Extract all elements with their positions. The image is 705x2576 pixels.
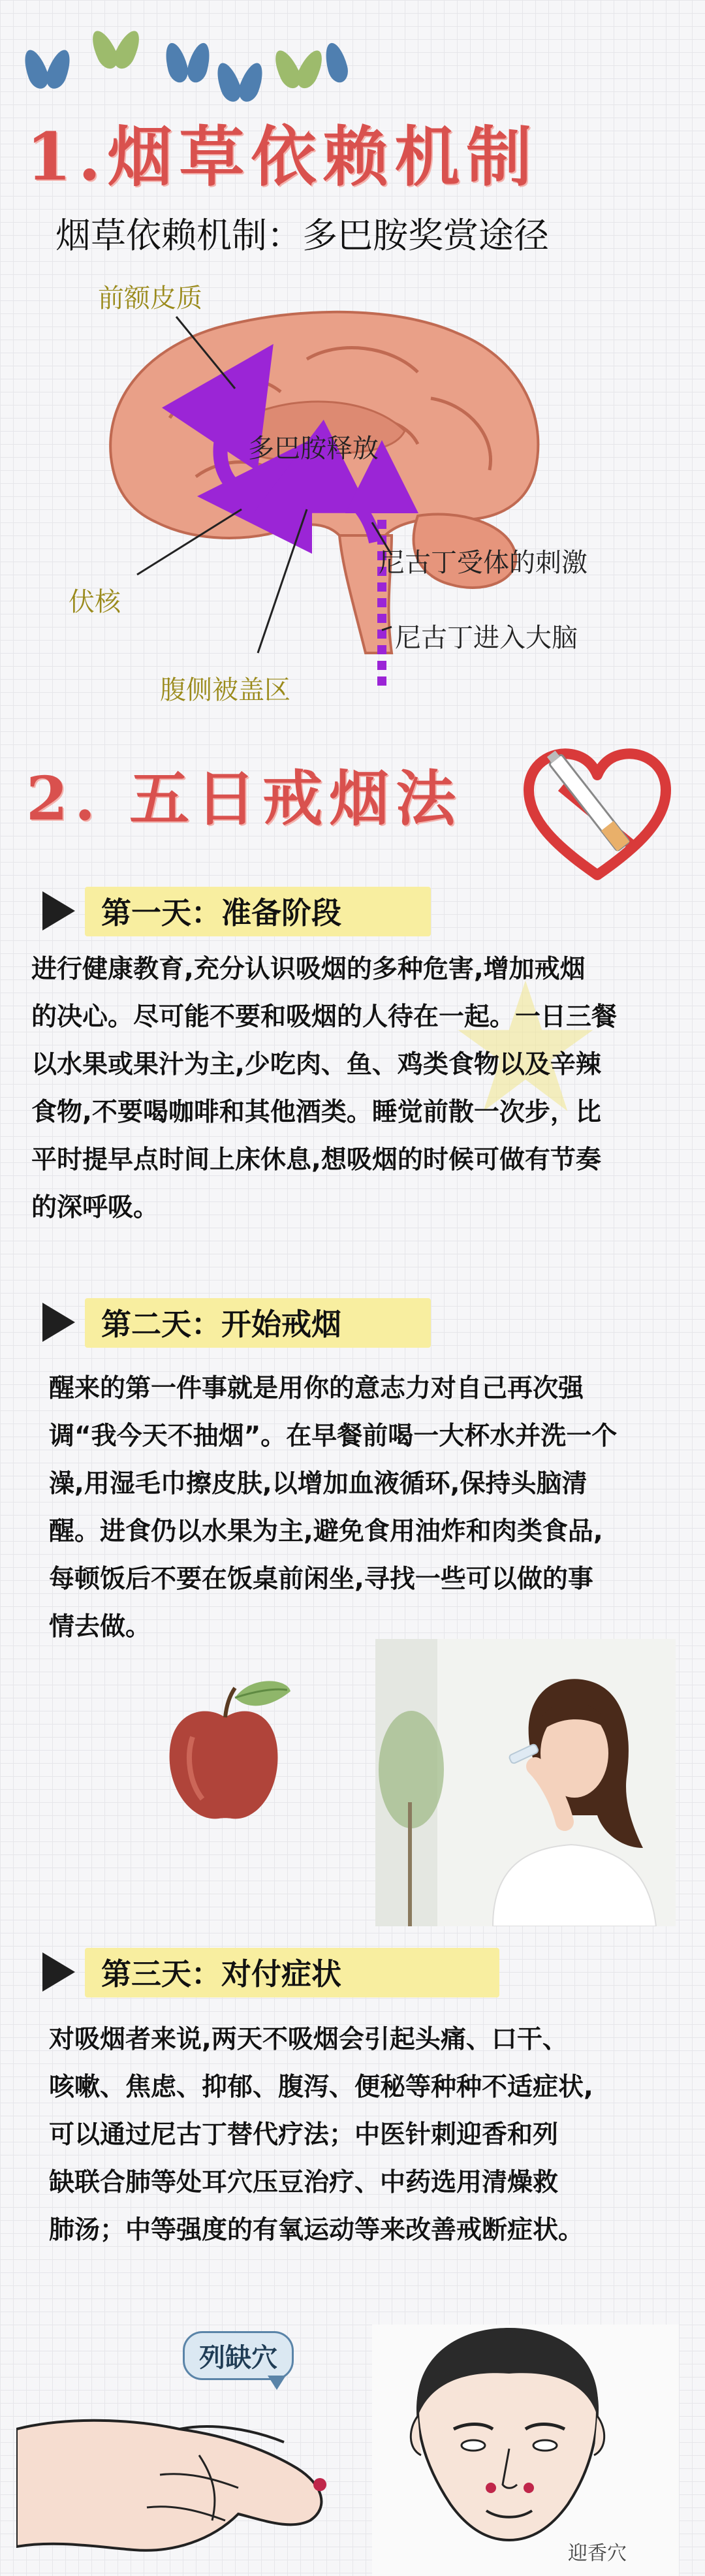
apple-icon bbox=[153, 1672, 297, 1828]
lieque-acupoint-label: 列缺穴 bbox=[183, 2331, 294, 2380]
day2-heading: 第二天：开始戒烟 bbox=[101, 1307, 341, 1342]
leaf-icon bbox=[184, 40, 213, 85]
hand-acupoint-image bbox=[16, 2325, 349, 2576]
leaf-icon bbox=[42, 47, 74, 92]
yingxiang-acupoint-label: 迎香穴 bbox=[568, 2542, 627, 2565]
no-smoking-heart-icon bbox=[516, 735, 679, 891]
leaf-icon bbox=[321, 40, 351, 85]
label-vta: 腹侧被盖区 bbox=[160, 675, 290, 705]
label-nucleus-accumbens: 伏核 bbox=[69, 587, 121, 617]
label-nicotine-enter: 尼古丁进入大脑 bbox=[395, 623, 578, 653]
section1-title: 1.烟草依赖机制 bbox=[26, 118, 539, 195]
day2-paragraph: 醒来的第一件事就是用你的意志力对自己再次强 调“我今天不抽烟”。在早餐前喝一大杯水并洗一个 澡,用湿毛巾擦皮肤,以增加血液循环,保持头脑清 醒。进食仍以水果为主,避免食用油炸和肉类食品, 每顿饭后不要在饭桌前闲坐,寻找一些可以做的事 情去做。 bbox=[49, 1374, 618, 1642]
brain-diagram bbox=[0, 261, 705, 705]
label-nicotine-receptor: 尼古丁受体的刺激 bbox=[379, 548, 588, 578]
section2-title: 2. 五日戒烟法 bbox=[26, 763, 463, 834]
day2-heading-block bbox=[29, 1293, 617, 1352]
label-prefrontal-cortex: 前额皮质 bbox=[98, 283, 202, 313]
woman-drinking-water-image bbox=[375, 1639, 676, 1926]
label-dopamine-release: 多巴胺释放 bbox=[248, 434, 379, 464]
day1-heading: 第一天：准备阶段 bbox=[101, 895, 341, 930]
day3-paragraph: 对吸烟者来说,两天不吸烟会引起头痛、口干、 咳嗽、焦虑、抑郁、腹泻、便秘等种种不适症状, 可以通过尼古丁替代疗法；中医针刺迎香和列 缺联合肺等处耳穴压豆治疗、中药选用清燥救 肺汤；中等强度的有氧运动等来改善戒断症状。 bbox=[49, 2025, 593, 2245]
section1-subtitle: 烟草依赖机制：多巴胺奖赏途径 bbox=[55, 215, 549, 256]
top-leaves-decoration bbox=[20, 13, 359, 98]
leaf-icon bbox=[235, 60, 267, 105]
triangle-marker-icon bbox=[42, 1303, 75, 1342]
triangle-marker-icon bbox=[42, 1952, 75, 1992]
day3-heading: 第三天：对付症状 bbox=[101, 1956, 341, 1992]
leaf-icon bbox=[161, 40, 191, 85]
triangle-marker-icon bbox=[42, 891, 75, 930]
day1-heading-block bbox=[29, 882, 617, 940]
day1-paragraph: 进行健康教育,充分认识吸烟的多种危害,增加戒烟 的决心。尽可能不要和吸烟的人待在一起。一日三餐 以水果或果汁为主,少吃肉、鱼、鸡类食物以及辛辣 食物,不要喝咖啡和其他酒类。睡觉前散一次步，比 平时提早点时间上床休息,想吸烟的时候可做有节奏 的深呼吸。 bbox=[31, 955, 618, 1222]
face-acupoint-image bbox=[372, 2325, 679, 2576]
day3-heading-block bbox=[29, 1943, 617, 2001]
